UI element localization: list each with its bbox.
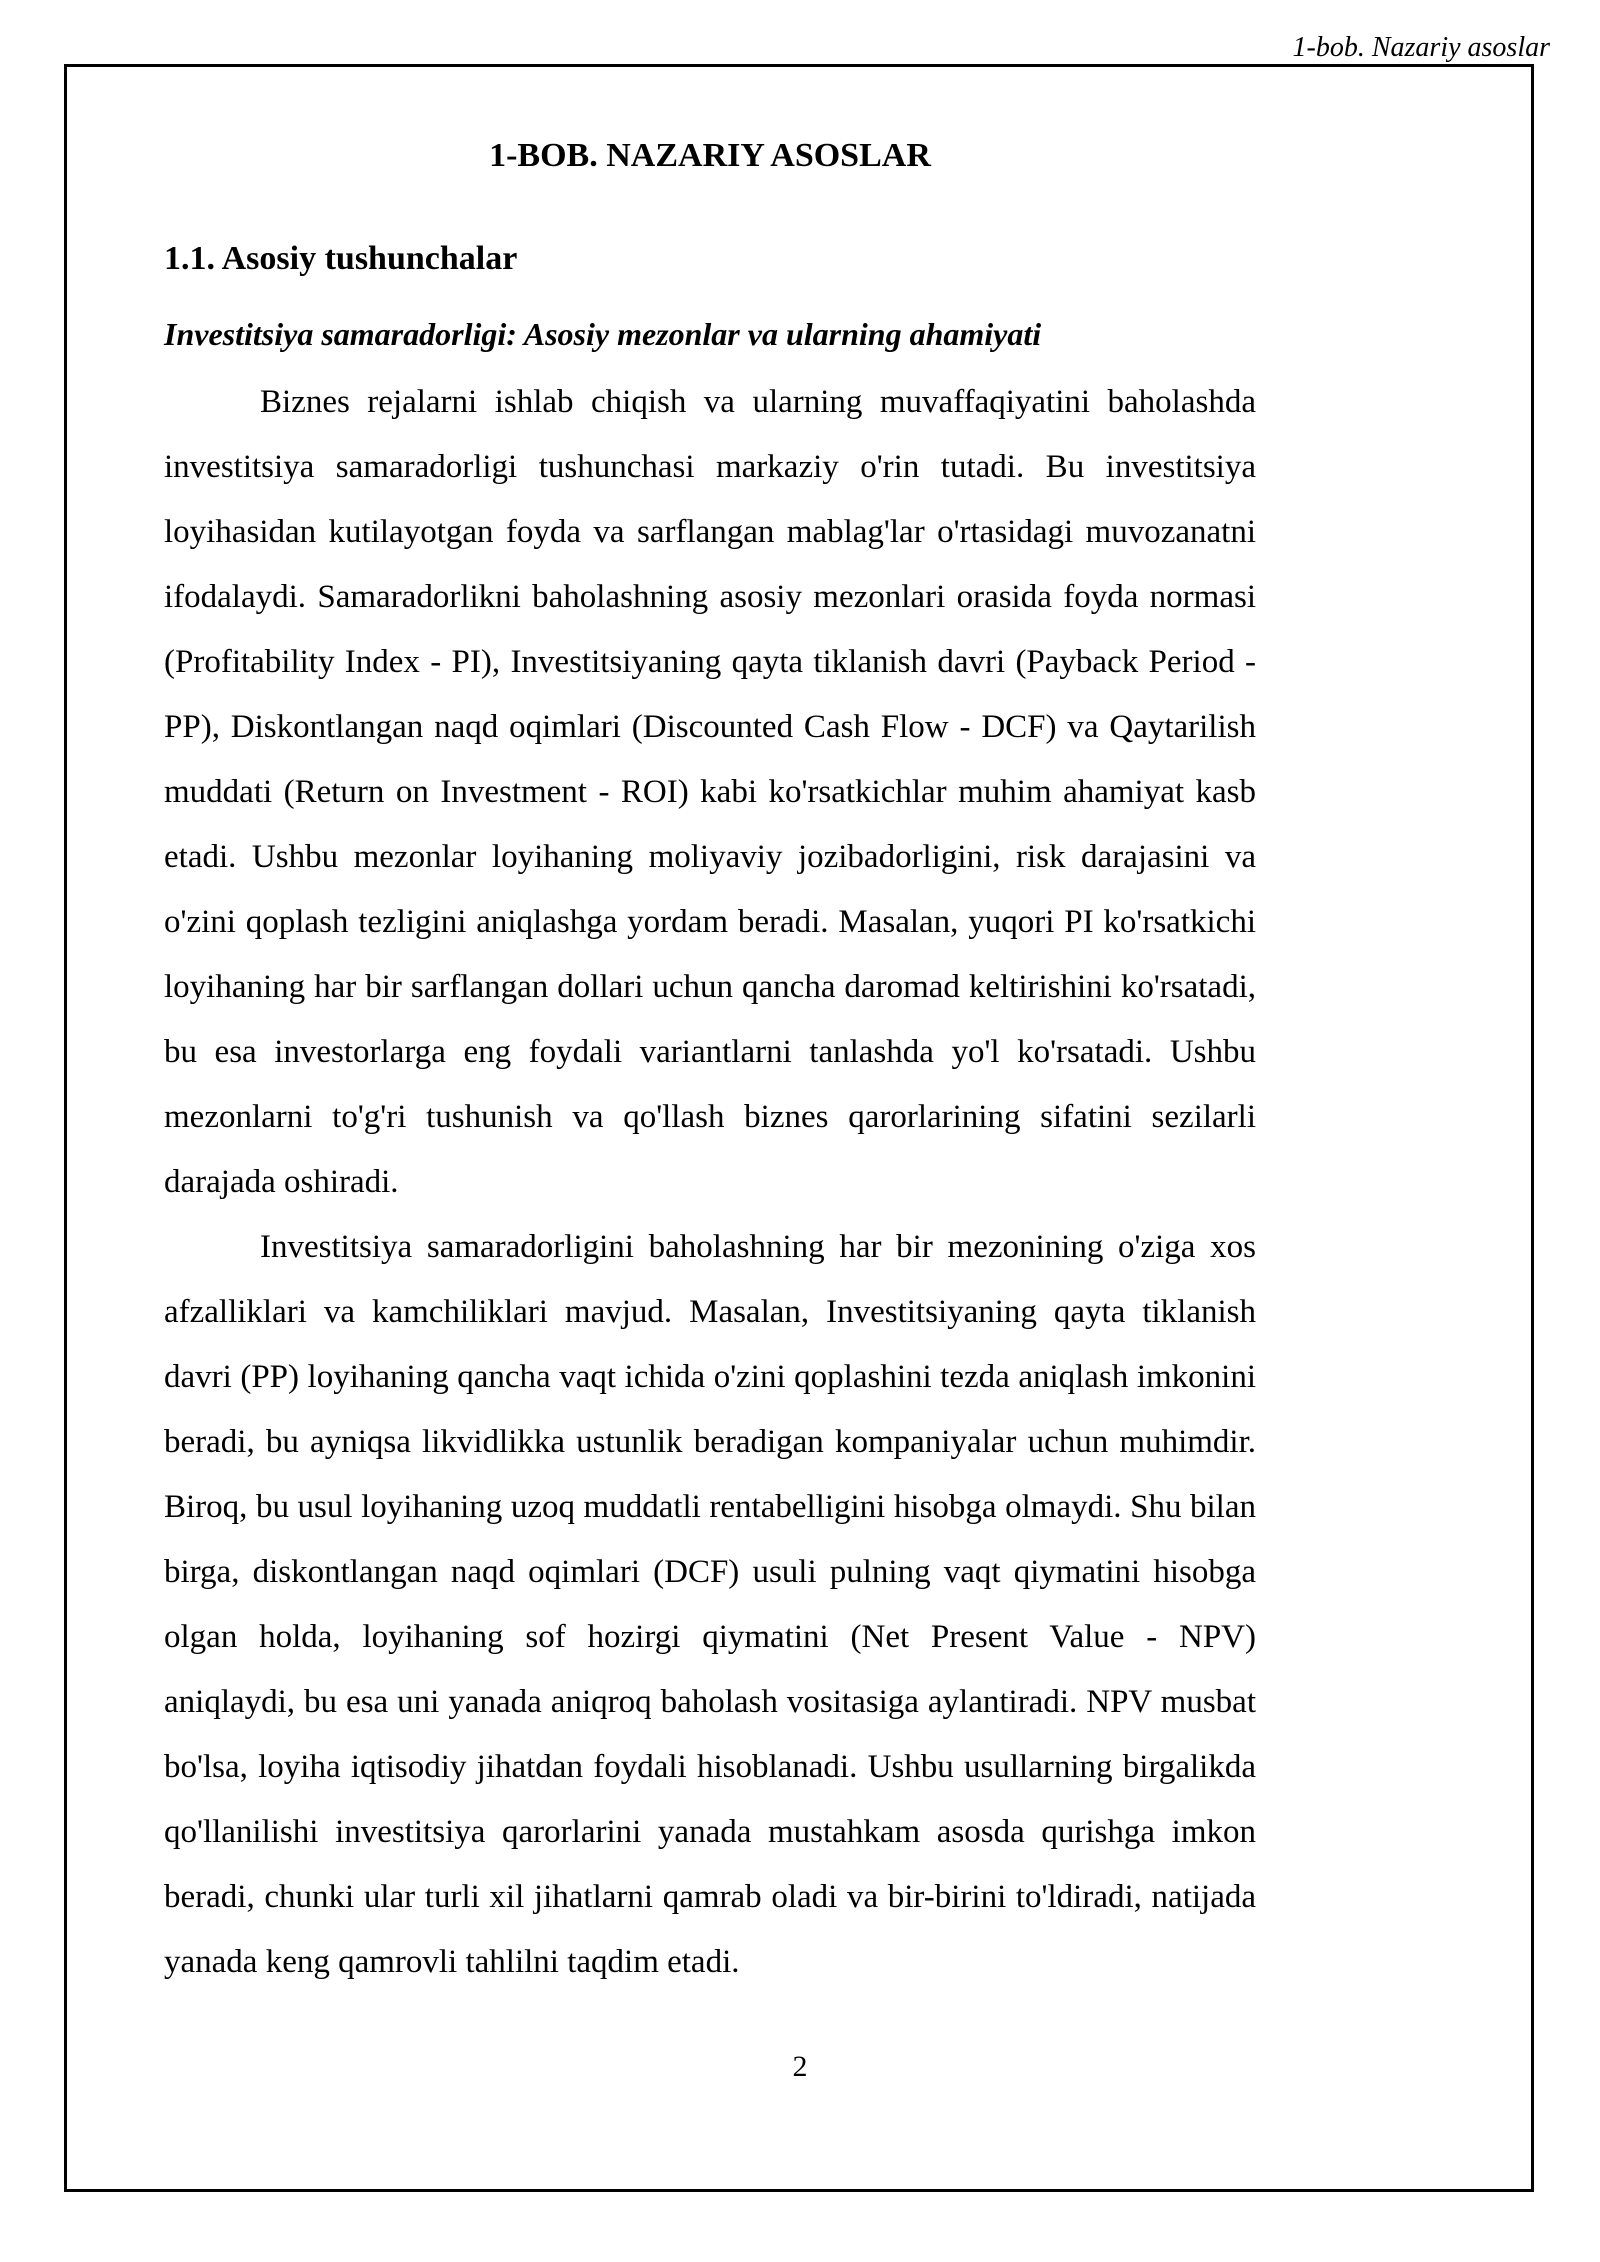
subsection-title: Investitsiya samaradorligi: Asosiy mezonlar va ularning ahamiyati (164, 316, 1042, 352)
document-body (164, 126, 1256, 1995)
section-title: 1.1. Asosiy tushunchalar (164, 240, 518, 277)
chapter-title: 1-BOB. NAZARIY ASOSLAR (489, 137, 931, 174)
running-header: 1-bob. Nazariy asoslar (1292, 32, 1550, 63)
page-number: 2 (792, 2050, 808, 2083)
body-paragraph: Investitsiya samaradorligini baholashning har bir mezonining o'ziga xos afzalliklari va kamchiliklari mavjud. Masalan, Investitsiyaning qayta tiklanish davri (PP) loyihaning qancha vaqt ichida o'zini qoplashini tezda aniqlash imkonini beradi, bu ayniqsa likvidlikka ustunlik beradigan kompaniyalar uchun muhimdir. Biroq, bu usul loyihaning uzoq muddatli rentabelligini hisobga olmaydi. Shu bilan birga, diskontlangan naqd oqimlari (DCF) usuli pulning vaqt qiymatini hisobga olgan holda, loyihaning sof hozirgi qiymatini (Net Present Value - NPV) aniqlaydi, bu esa uni yanada aniqroq baholash vositasiga aylantiradi. NPV musbat bo'lsa, loyiha iqtisodiy jihatdan foydali hisoblanadi. Ushbu usullarning birgalikda qo'llanilishi investitsiya qarorlarini yanada mustahkam asosda qurishga imkon beradi, chunki ular turli xil jihatlarni qamrab oladi va bir-birini to'ldiradi, natijada yanada keng qamrovli tahlilni taqdim etadi. (164, 1229, 1256, 1980)
body-paragraph: Biznes rejalarni ishlab chiqish va ularning muvaffaqiyatini baholashda investitsiya samaradorligi tushunchasi markaziy o'rin tutadi. Bu investitsiya loyihasidan kutilayotgan foyda va sarflangan mablag'lar o'rtasidagi muvozanatni ifodalaydi. Samaradorlikni baholashning asosiy mezonlari orasida foyda normasi (Profitability Index - PI), Investitsiyaning qayta tiklanish davri (Payback Period - PP), Diskontlangan naqd oqimlari (Discounted Cash Flow - DCF) va Qaytarilish muddati (Return on Investment - ROI) kabi ko'rsatkichlar muhim ahamiyat kasb etadi. Ushbu mezonlar loyihaning moliyaviy jozibadorligini, risk darajasini va o'zini qoplash tezligini aniqlashga yordam beradi. Masalan, yuqori PI ko'rsatkichi loyihaning har bir sarflangan dollari uchun qancha daromad keltirishini ko'rsatadi, bu esa investorlarga eng foydali variantlarni tanlashda yo'l ko'rsatadi. Ushbu mezonlarni to'g'ri tushunish va qo'llash biznes qarorlarining sifatini sezilarli darajada oshiradi. (164, 384, 1256, 1200)
